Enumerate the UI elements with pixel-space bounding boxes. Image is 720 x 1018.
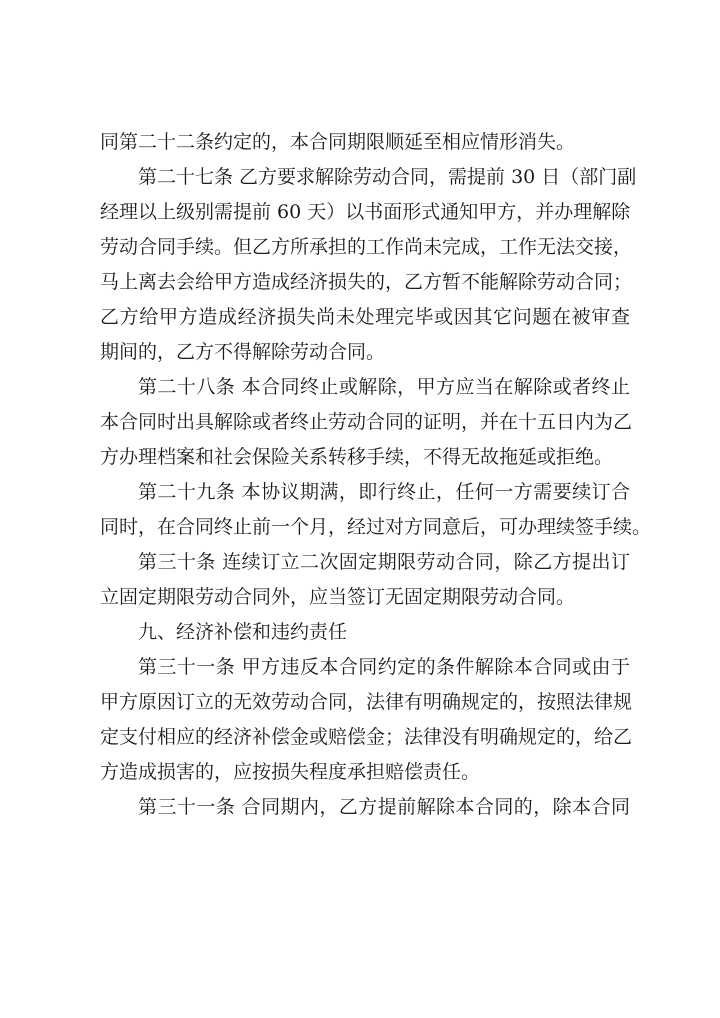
text-line: 经理以上级别需提前 60 天）以书面形式通知甲方，并办理解除 bbox=[100, 201, 631, 223]
article-29-line: 第二十九条 本协议期满，即行终止，任何一方需要续订合 bbox=[138, 481, 630, 503]
text-line: 劳动合同手续。但乙方所承担的工作尚未完成，工作无法交接， bbox=[100, 236, 633, 258]
article-27-line: 第二十七条 乙方要求解除劳动合同，需提前 30 日（部门副 bbox=[138, 166, 637, 188]
text-line: 方造成损害的，应按损失程度承担赔偿责任。 bbox=[100, 761, 481, 783]
text-line: 期间的，乙方不得解除劳动合同。 bbox=[100, 341, 386, 363]
text-line: 本合同时出具解除或者终止劳动合同的证明，并在十五日内为乙 bbox=[100, 411, 633, 433]
text-line: 乙方给甲方造成经济损失尚未处理完毕或因其它问题在被审查 bbox=[100, 306, 630, 328]
article-31b-line: 第三十一条 合同期内，乙方提前解除本合同的，除本合同 bbox=[138, 796, 630, 818]
text-line: 甲方原因订立的无效劳动合同，法律有明确规定的，按照法律规 bbox=[100, 691, 633, 713]
article-31-line: 第三十一条 甲方违反本合同约定的条件解除本合同或由于 bbox=[138, 656, 630, 678]
text-line: 定支付相应的经济补偿金或赔偿金；法律没有明确规定的，给乙 bbox=[100, 726, 633, 748]
contract-text-body bbox=[100, 125, 652, 825]
text-line: 马上离去会给甲方造成经济损失的，乙方暂不能解除劳动合同； bbox=[100, 271, 633, 293]
article-30-line: 第三十条 连续订立二次固定期限劳动合同，除乙方提出订 bbox=[138, 551, 630, 573]
text-line: 同时，在合同终止前一个月，经过对方同意后，可办理续签手续。 bbox=[100, 516, 652, 538]
article-28-line: 第二十八条 本合同终止或解除，甲方应当在解除或者终止 bbox=[138, 376, 630, 398]
section-heading: 九、经济补偿和违约责任 bbox=[138, 621, 348, 643]
text-line: 同第二十二条约定的，本合同期限顺延至相应情形消失。 bbox=[100, 131, 576, 153]
text-line: 方办理档案和社会保险关系转移手续，不得无故拖延或拒绝。 bbox=[100, 446, 614, 468]
text-line: 立固定期限劳动合同外，应当签订无固定期限劳动合同。 bbox=[100, 586, 576, 608]
